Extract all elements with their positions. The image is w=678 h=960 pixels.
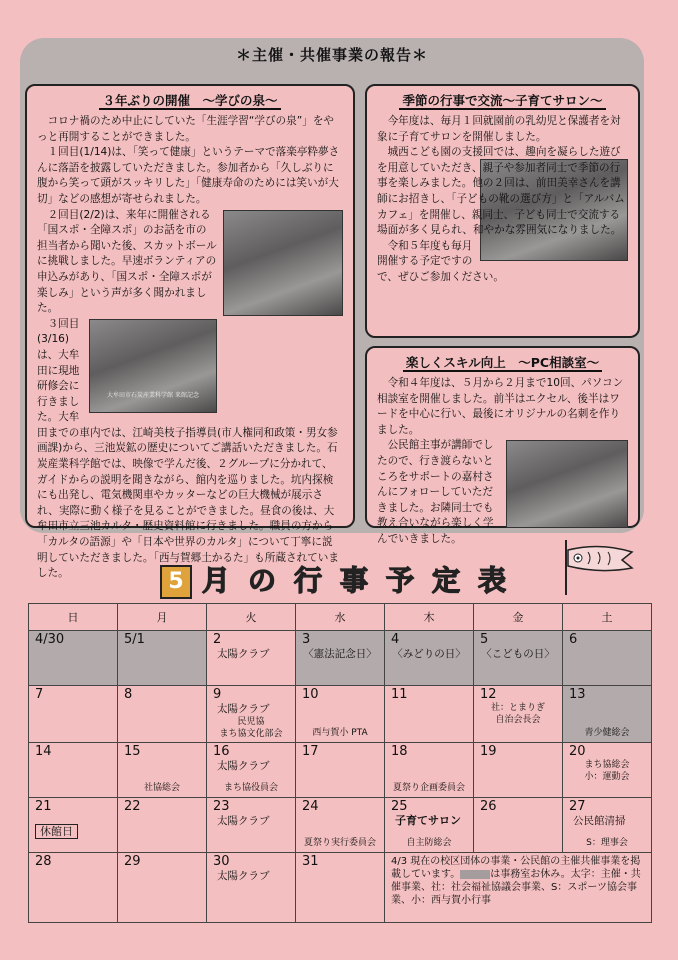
article1-heading: ３年ぶりの開催 ～学びの泉～	[99, 93, 280, 110]
calendar-event-small: 西与賀小 PTA	[312, 728, 368, 738]
calendar-event: 〈みどりの日〉	[392, 648, 466, 660]
calendar-week-row	[29, 686, 652, 743]
calendar-day-cell	[207, 686, 296, 743]
article2-paragraph-1: 今年度は、毎月１回就園前の乳幼児と保護者を対象に子育てサロンを開催しました。	[377, 115, 621, 143]
calendar-day-cell	[207, 631, 296, 686]
calendar-event: 公民館清掃	[573, 815, 626, 827]
calendar-week-row	[29, 853, 652, 923]
calendar-day-cell	[118, 743, 207, 798]
day-number: 3	[302, 632, 311, 647]
article2-paragraph-3: 令和５年度も毎月開催する予定ですので、ぜひご参加ください。	[377, 239, 504, 283]
calendar-title-char: 定	[431, 564, 460, 597]
day-number: 26	[480, 799, 497, 814]
day-number: 14	[35, 744, 52, 759]
article3-paragraph-2: 公民館主事が講師でしたので、行き渡らないところをサポートの嘉村さんにフォローしていただきました。お隣同士でも教え合いながら楽しく学んでいきました。	[377, 439, 494, 545]
calendar-event: 太陽クラブ	[217, 815, 270, 827]
day-number: 11	[391, 687, 408, 702]
photo-group-museum	[89, 319, 217, 413]
calendar-day-cell	[207, 743, 296, 798]
article-manabi-no-izumi	[25, 84, 355, 580]
calendar-event-small: 社協総会	[143, 783, 180, 793]
calendar-title-char: 予	[385, 564, 414, 597]
day-number: 21	[35, 799, 52, 814]
calendar-week-row	[29, 743, 652, 798]
event-calendar	[28, 603, 652, 923]
calendar-day-cell	[385, 743, 474, 798]
calendar-event-main: 子育てサロン	[395, 814, 461, 827]
day-number: 7	[35, 687, 44, 702]
weekday-tue: 火	[207, 604, 296, 631]
article1-paragraph-1: コロナ禍のため中止にしていた「生涯学習“学びの泉”」をやっと再開することができました。	[37, 115, 335, 143]
calendar-day-cell	[385, 686, 474, 743]
day-number: 31	[302, 854, 319, 869]
weekday-thu: 木	[385, 604, 474, 631]
article2-paragraph-2: 城西こども園の支援回では、趣向を凝らした遊びを用意していただき、親子や参加者同士で季節の行事を楽しみました。他の２回は、前田美幸さんを講師にお招きし、「子どもの靴の選び方」と「アルバムカフェ」を開催し、親同士、子ども同士で交流する場面が多く見られ、和やかな雰囲気になりました。	[377, 146, 625, 237]
calendar-day-cell	[29, 686, 118, 743]
legend-text: 4/3 現在の校区団体の事業・公民館の主催共催事業を掲載しています。	[391, 856, 641, 880]
calendar-day-cell	[29, 798, 118, 853]
weekday-fri: 金	[474, 604, 563, 631]
calendar-title-char: 表	[477, 564, 506, 597]
day-number: 15	[124, 744, 141, 759]
calendar-day-cell	[296, 686, 385, 743]
calendar-event: 太陽クラブ	[217, 648, 270, 660]
calendar-day-cell	[563, 743, 652, 798]
calendar-day-cell	[118, 631, 207, 686]
article-pc-soudanshitsu	[365, 346, 640, 545]
calendar-day-cell	[29, 853, 118, 923]
calendar-event-small: 夏祭り企画委員会	[392, 783, 465, 793]
day-number: 25	[391, 799, 408, 814]
day-number: 5	[480, 632, 489, 647]
calendar-event: 太陽クラブ	[217, 870, 270, 882]
day-number: 6	[569, 632, 578, 647]
calendar-title-char: 行	[293, 564, 322, 597]
day-number: 8	[124, 687, 133, 702]
calendar-day-cell	[296, 798, 385, 853]
day-number: 28	[35, 854, 52, 869]
calendar-event-small: 社：とまりぎ	[490, 703, 545, 713]
weekday-sat: 土	[563, 604, 652, 631]
day-number: 2	[213, 632, 222, 647]
calendar-legend-note	[385, 853, 652, 923]
day-number: 4	[391, 632, 400, 647]
shaded-swatch-icon	[460, 870, 490, 879]
weekday-wed: 水	[296, 604, 385, 631]
calendar-day-cell	[474, 743, 563, 798]
day-number: 10	[302, 687, 319, 702]
calendar-event-small: まち協文化部会	[219, 729, 283, 739]
calendar-title-char: 事	[339, 564, 368, 597]
day-number: 12	[480, 687, 497, 702]
calendar-event-small: 民児協	[237, 717, 265, 727]
day-number: 5/1	[124, 632, 145, 647]
calendar-day-cell	[118, 798, 207, 853]
photo-pc-class	[506, 440, 628, 528]
calendar-week-row	[29, 631, 652, 686]
calendar-title-char: の	[247, 564, 276, 597]
day-number: 24	[302, 799, 319, 814]
calendar-event: 太陽クラブ	[217, 703, 270, 715]
calendar-event: 〈憲法記念日〉	[303, 648, 377, 660]
article3-paragraph-1: 令和４年度は、５月から２月まで10回、パソコン相談室を開催しました。前半はエクセル、後半はワードを中心に行い、最後にオリジナルの名刺を作りました。	[377, 377, 624, 436]
day-number: 22	[124, 799, 141, 814]
calendar-day-cell	[296, 853, 385, 923]
article2-heading: 季節の行事で交流～子育てサロン～	[399, 93, 605, 110]
calendar-day-cell	[207, 798, 296, 853]
calendar-day-cell	[29, 743, 118, 798]
weekday-mon: 月	[118, 604, 207, 631]
calendar-title	[150, 563, 530, 603]
legend-text: は事務室お休み。太字：主催・共催事業、社：社会福祉協議会事業、S：スポーツ協会事業、小：西与賀小行事	[391, 869, 641, 906]
calendar-day-cell	[296, 743, 385, 798]
day-number: 18	[391, 744, 408, 759]
day-number: 17	[302, 744, 319, 759]
calendar-day-cell	[474, 686, 563, 743]
calendar-day-cell	[296, 631, 385, 686]
day-number: 16	[213, 744, 230, 759]
calendar-day-cell	[385, 631, 474, 686]
calendar-day-cell	[385, 798, 474, 853]
calendar-event-small: 自治会長会	[495, 715, 541, 725]
calendar-event: 太陽クラブ	[217, 760, 270, 772]
calendar-day-cell	[474, 631, 563, 686]
report-title: ＊主催・共催事業の報告＊	[235, 46, 428, 64]
day-number: 13	[569, 687, 586, 702]
calendar-title-month: 5	[160, 565, 192, 599]
calendar-day-cell	[118, 853, 207, 923]
calendar-event-small: 夏祭り実行委員会	[303, 838, 376, 848]
article1-paragraph-2: １回目(1/14)は、「笑って健康」というテーマで落楽亭粋夢さんに落語を披露していただきました。参加者から「久しぶりに腹から笑って頭がスッキリした」「健康寿命のためには笑いが大切」などの感想が寄せられました。	[37, 146, 340, 205]
calendar-day-cell	[563, 631, 652, 686]
day-number: 23	[213, 799, 230, 814]
day-number: 20	[569, 744, 586, 759]
calendar-event-small: まち協役員会	[223, 783, 278, 793]
article1-paragraph-4: ３回目(3/16)は、大牟田に現地研修会に行きました。大牟田までの車内では、江崎美枝子指導員(市人権同和政策・男女参画課)から、三池炭鉱の歴史についてご講話いただきました。石炭産業科学館では、映像で学んだ後、２グループに分かれて、ガイドからの説明を聞きながら、館内を巡りました。坑内探検にも出発し、電気機関車やカッターなどの巨大機械が展示され、実際に動く様子を見ることができました。昼食の後は、大牟田市立三池カルタ・歴史資料館に行きました。職員の方から「カルタの語源」や「日本や世界のカルタ」について丁寧に説明していただきました。「西与賀郷土かるた」も所蔵されていました。	[37, 317, 339, 580]
article1-paragraph-3: ２回目(2/2)は、来年に開催される「国スポ・全障スポ」のお話を市の担当者から聞いた後、スカットボールに挑戦しました。早速ボランティアの申込みがあり、「国スポ・全障スポが楽しみ」という声が多く聞かれました。	[37, 208, 217, 315]
calendar-title-char: 月	[201, 564, 230, 597]
weekday-sun: 日	[29, 604, 118, 631]
day-number: 30	[213, 854, 230, 869]
calendar-event-small: 小：運動会	[584, 772, 630, 782]
calendar-event-small: まち協総会	[584, 760, 630, 770]
day-number: 9	[213, 687, 222, 702]
calendar-event: 〈こどもの日〉	[481, 648, 555, 660]
closed-day-badge: 休館日	[35, 824, 78, 839]
calendar-event-small: 青少健総会	[584, 728, 630, 738]
photo-caption: 大牟田市石炭産業科学館 来館記念	[107, 391, 199, 399]
calendar-event-small: 自主防総会	[406, 838, 452, 848]
calendar-event-small: S：理事会	[586, 838, 628, 848]
day-number: 29	[124, 854, 141, 869]
calendar-day-cell	[29, 631, 118, 686]
calendar-day-cell	[207, 853, 296, 923]
article3-heading: 楽しくスキル向上 ～PC相談室～	[403, 355, 602, 372]
photo-scat-ball	[223, 210, 343, 316]
day-number: 27	[569, 799, 586, 814]
article-kosodate-salon	[365, 84, 640, 338]
calendar-day-cell	[563, 686, 652, 743]
day-number: 19	[480, 744, 497, 759]
calendar-day-cell	[118, 686, 207, 743]
weekday-header-row	[29, 604, 652, 631]
calendar-day-cell	[563, 798, 652, 853]
day-number: 4/30	[35, 632, 65, 647]
calendar-day-cell	[474, 798, 563, 853]
koinobori-icon	[560, 540, 640, 595]
calendar-week-row	[29, 798, 652, 853]
